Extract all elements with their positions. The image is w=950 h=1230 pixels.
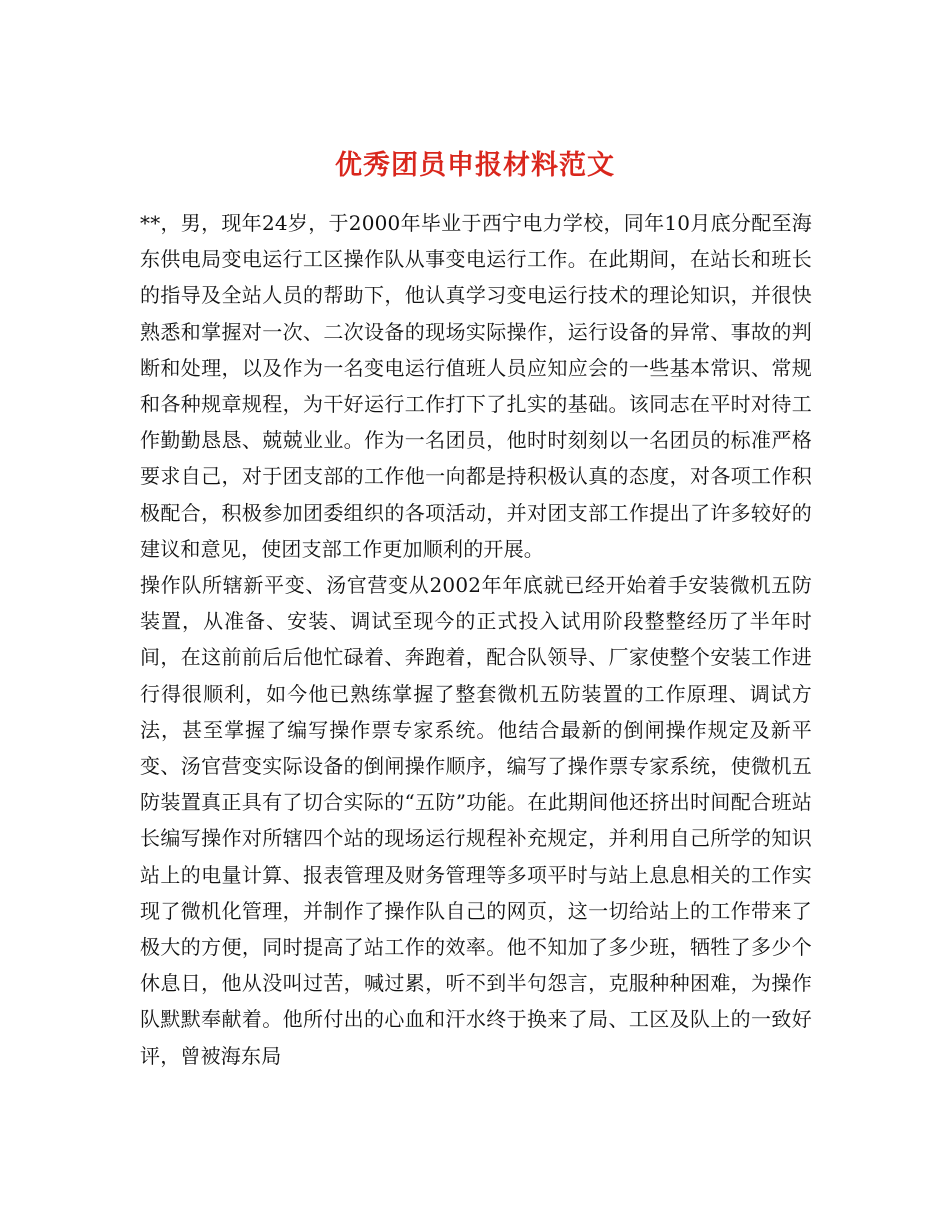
paragraph-2: 操作队所辖新平变、汤官营变从2002年年底就已经开始着手安装微机五防装置，从准备、安装、调试至现今的正式投入试用阶段整整经历了半年时间，在这前前后后他忙碌着、奔跑着，配合队领导、厂家使整个安装工作进行得很顺利，如今他已熟练掌握了整套微机五防装置的工作原理、调试方法，甚至掌握了编写操作票专家系统。他结合最新的倒闸操作规定及新平变、汤官营变实际设备的倒闸操作顺序，编写了操作票专家系统，使微机五防装置真正具有了切合实际的“五防”功能。在此期间他还挤出时间配合班站长编写操作对所辖四个站的现场运行规程补充规定，并利用自己所学的知识站上的电量计算、报表管理及财务管理等多项平时与站上息息相关的工作实现了微机化管理，并制作了操作队自己的网页，这一切给站上的工作带来了极大的方便，同时提高了站工作的效率。他不知加了多少班，牺牲了多少个休息日，他从没叫过苦，喊过累，听不到半句怨言，克服种种困难，为操作队默默奉献着。他所付出的心血和汗水终于换来了局、工区及队上的一致好评，曾被海东局 — [140, 573, 812, 1068]
paragraph-1: **，男，现年24岁，于2000年毕业于西宁电力学校，同年10月底分配至海东供电局变电运行工区操作队从事变电运行工作。在此期间，在站长和班长的指导及全站人员的帮助下，他认真学习变电运行技术的理论知识，并很快熟悉和掌握对一次、二次设备的现场实际操作，运行设备的异常、事故的判断和处理，以及作为一名变电运行值班人员应知应会的一些基本常识、常规和各种规章规程，为干好运行工作打下了扎实的基础。该同志在平时对待工作勤勤恳恳、兢兢业业。作为一名团员，他时时刻刻以一名团员的标准严格要求自己，对于团支部的工作他一向都是持积极认真的态度，对各项工作积极配合，积极参加团委组织的各项活动，并对团支部工作提出了许多较好的建议和意见，使团支部工作更加顺利的开展。 — [140, 211, 812, 561]
document-title: 优秀团员申报材料范文 — [335, 150, 615, 182]
document-body — [140, 205, 812, 1074]
